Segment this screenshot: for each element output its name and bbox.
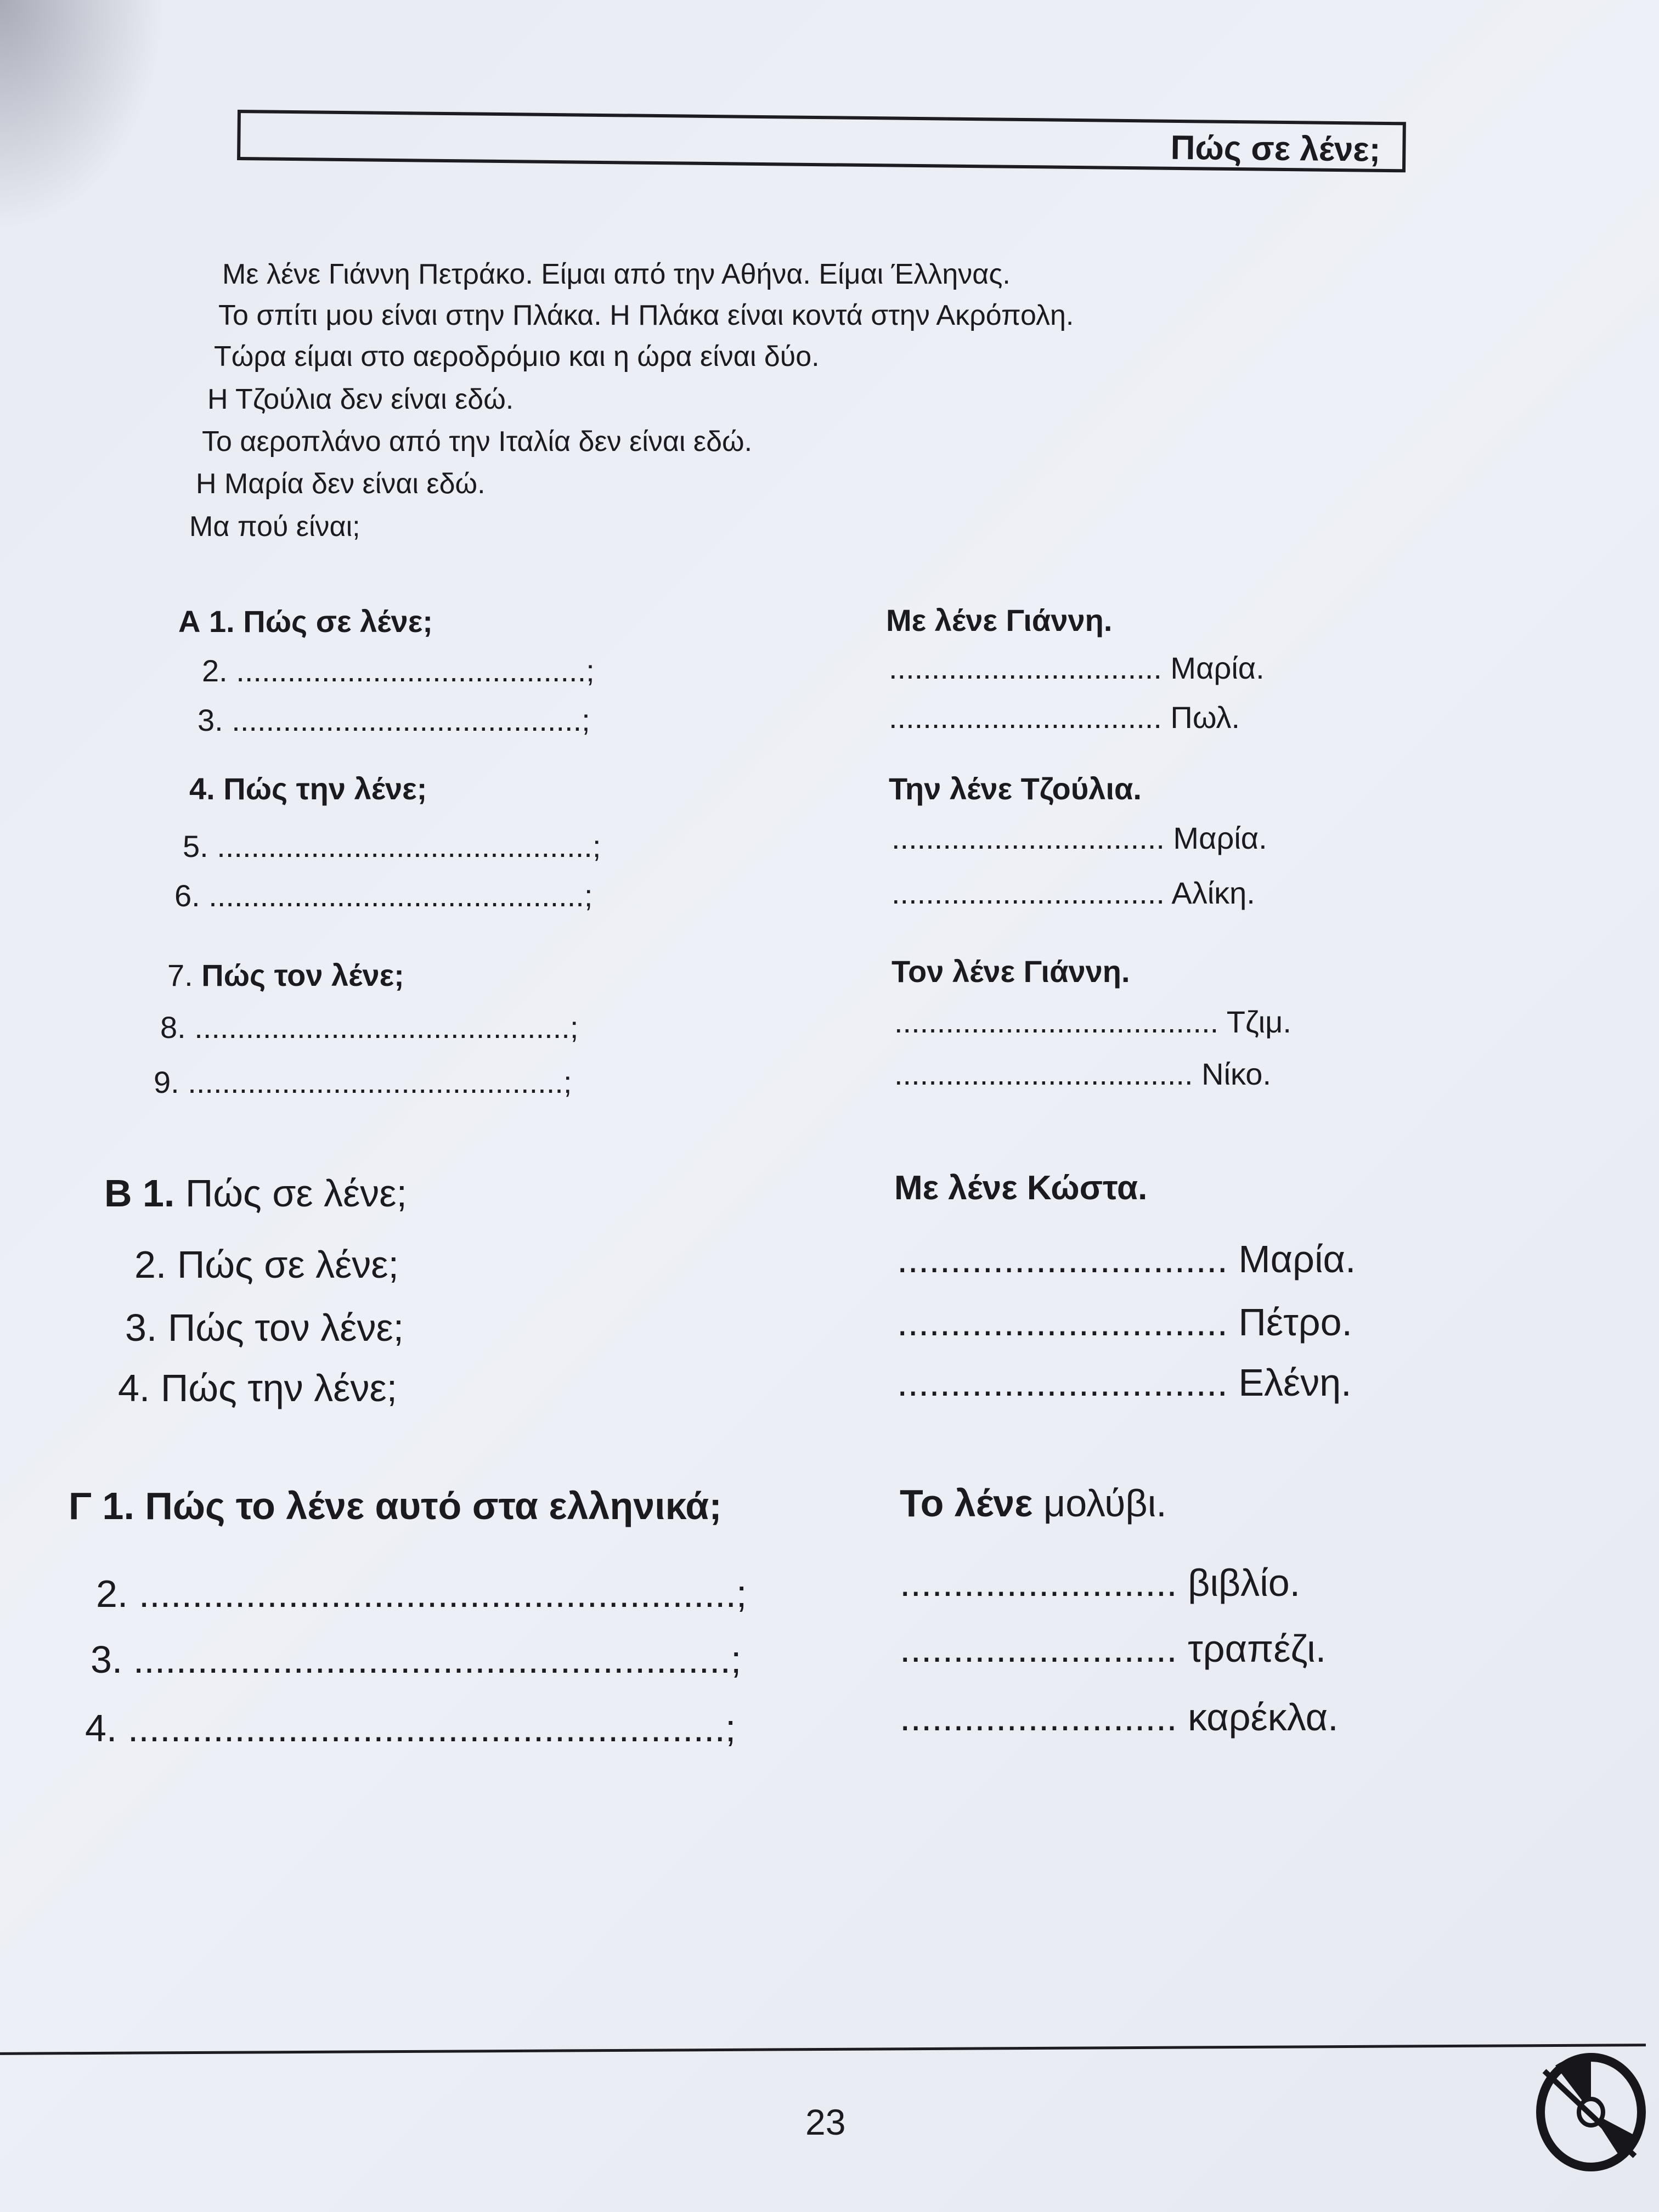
exercise-g-question-3: 3. ........................................................; <box>91 1638 742 1681</box>
exercise-g-question-2: 2. ........................................................; <box>96 1572 747 1615</box>
passage-line: Τώρα είμαι στο αεροδρόμιο και η ώρα είναι δύο. <box>214 341 820 373</box>
exercise-b-label: Β 1. <box>104 1172 175 1215</box>
exercise-g-answer-3: .......................... τραπέζι. <box>900 1627 1327 1670</box>
exercise-b-question-3: 3. Πώς τον λένε; <box>125 1306 404 1349</box>
exercise-a-question-3: 3. .........................................; <box>198 703 590 737</box>
exercise-a-answer-3: ................................ Πωλ. <box>889 700 1240 735</box>
exercise-a-question-5: 5. ............................................; <box>183 829 601 864</box>
passage-line: Με λένε Γιάννη Πετράκο. Είμαι από την Αθήνα. Είμαι Έλληνας. <box>222 258 1011 290</box>
exercise-g-answer-1-word: μολύβι. <box>1043 1482 1167 1525</box>
passage-line: Μα πού είναι; <box>189 511 360 543</box>
exercise-g-question-4: 4. ........................................................; <box>85 1707 736 1750</box>
exercise-b-answer-3: ............................... Πέτρο. <box>897 1301 1352 1344</box>
exercise-g-question-1: Γ 1. Πώς το λένε αυτό στα ελληνικά; <box>69 1485 722 1527</box>
exercise-g-answer-4: .......................... καρέκλα. <box>900 1696 1339 1739</box>
exercise-a-answer-6: ................................ Αλίκη. <box>891 876 1255 910</box>
page-title: Πώς σε λένε; <box>1170 128 1381 169</box>
exercise-b-question-4: 4. Πώς την λένε; <box>118 1367 398 1409</box>
title-banner <box>237 110 1406 172</box>
page-number: 23 <box>805 2102 846 2142</box>
exercise-a-answer-5: ................................ Μαρία. <box>891 821 1267 855</box>
exercise-a-question-9: 9. ............................................; <box>154 1065 572 1099</box>
exercise-g-answer-2: .......................... βιβλίο. <box>900 1561 1301 1604</box>
exercise-b-answer-2: ............................... Μαρία. <box>897 1238 1356 1280</box>
exercise-a-question-7 <box>167 957 404 993</box>
exercise-b-question-2: 2. Πώς σε λένε; <box>134 1243 399 1286</box>
exercise-a-question-2: 2. .........................................; <box>202 653 595 688</box>
exercise-b-question-1 <box>104 1171 407 1215</box>
exercise-a-answer-7: Τον λένε Γιάννη. <box>891 954 1130 989</box>
exercise-a-question-4: 4. Πώς την λένε; <box>189 771 427 806</box>
exercise-a-answer-9: ................................... Νίκο. <box>894 1057 1272 1091</box>
passage-line: Η Τζούλια δεν είναι εδώ. <box>207 383 514 415</box>
exercise-a-answer-4: Την λένε Τζούλια. <box>889 771 1142 806</box>
passage-line: Το αεροπλάνο από την Ιταλία δεν είναι εδώ. <box>202 426 753 458</box>
exercise-a-answer-2: ................................ Μαρία. <box>889 651 1265 685</box>
exercise-g-answer-1 <box>900 1481 1167 1525</box>
exercise-g-answer-1-lead: Το λένε <box>900 1482 1033 1525</box>
exercise-b-answer-4: ............................... Ελένη. <box>897 1361 1352 1404</box>
exercise-a-question-7-number: 7. <box>167 958 193 992</box>
exercise-a-question-7-text: Πώς τον λένε; <box>201 958 404 992</box>
exercise-a-answer-1: Με λένε Γιάννη. <box>886 603 1113 637</box>
footer-rule <box>0 2044 1646 2055</box>
page-edge-shadow <box>0 0 165 230</box>
passage-line: Η Μαρία δεν είναι εδώ. <box>196 468 486 500</box>
passage-line: Το σπίτι μου είναι στην Πλάκα. Η Πλάκα είναι κοντά στην Ακρόπολη. <box>218 300 1074 331</box>
exercise-a-question-8: 8. ............................................; <box>160 1010 579 1045</box>
exercise-a-question-1: Α 1. Πώς σε λένε; <box>178 604 433 639</box>
exercise-b-question-1-text: Πώς σε λένε; <box>185 1172 407 1215</box>
exercise-a-question-6: 6. ............................................; <box>174 878 593 913</box>
cd-disc-icon <box>1533 2049 1649 2175</box>
exercise-b-answer-1: Με λένε Κώστα. <box>894 1169 1148 1207</box>
exercise-a-answer-8: ...................................... Τζιμ. <box>894 1005 1291 1039</box>
